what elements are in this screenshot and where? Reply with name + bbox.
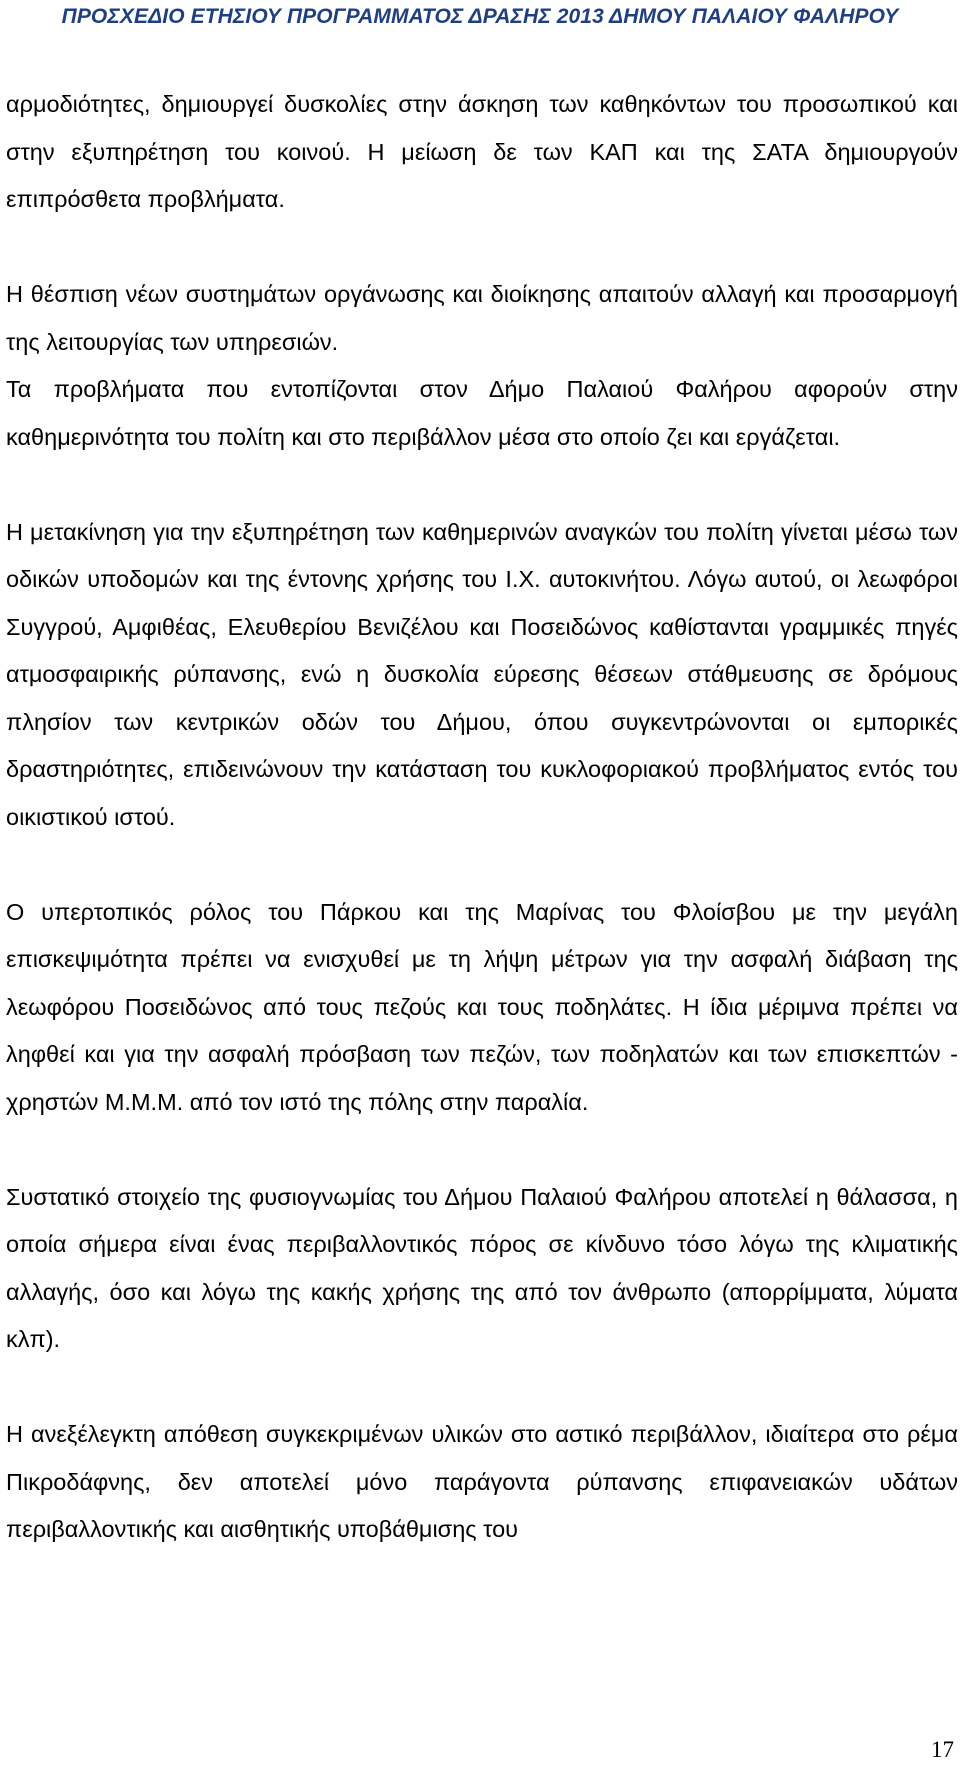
paragraph-problems: Τα προβλήματα που εντοπίζονται στον Δήμο Παλαιού Φαλήρου αφορούν στην καθημερινότητα του πολίτη και στο περιβάλλον μέσα στο οποίο ζει και εργάζεται. [6, 376, 958, 450]
paragraph-traffic: Η μετακίνηση για την εξυπηρέτηση των καθημερινών αναγκών του πολίτη γίνεται μέσω των οδικών υποδομών και της έντονης χρήσης του Ι.Χ. αυτοκινήτου. Λόγω αυτού, οι λεωφόροι Συγγρού, Αμφιθέας, Ελευθερίου Βενιζέλου και Ποσειδώνος καθίστανται γραμμικές πηγές ατμοσφαιρικής ρύπανσης, ενώ η δυσκολία εύρεσης θέσεων στάθμευσης σε δρόμους πλησίον των κεντρικών οδών του Δήμου, όπου συγκεντρώνονται οι εμπορικές δραστηριότητες, επιδεινώνουν την κατάσταση του κυκλοφοριακού προβλήματος εντός του οικιστικού ιστού. [6, 518, 958, 830]
paragraph-sea: Συστατικό στοιχείο της φυσιογνωμίας του Δήμου Παλαιού Φαλήρου αποτελεί η θάλασσα, η οποία σήμερα είναι ένας περιβαλλοντικός πόρος σε κίνδυνο τόσο λόγω της κλιματικής αλλαγής, όσο και λόγω της κακής χρήσης της από τον άνθρωπο (απορρίμματα, λύματα κλπ). [6, 1183, 958, 1352]
paragraph-staff-difficulties: αρμοδιότητες, δημιουργεί δυσκολίες στην άσκηση των καθηκόντων του προσωπικού και στην εξυπηρέτηση του κοινού. Η μείωση δε των ΚΑΠ και της ΣΑΤΑ δημιουργούν επιπρόσθετα προβλήματα. [6, 91, 958, 212]
paragraph-waste-deposit: Η ανεξέλεγκτη απόθεση συγκεκριμένων υλικών στο αστικό περιβάλλον, ιδιαίτερα στο ρέμα Πικροδάφνης, δεν αποτελεί μόνο παράγοντα ρύπανσης επιφανειακών υδάτων περιβαλλοντικής και αισθητικής υποβάθμισης του [6, 1421, 958, 1542]
page-header [0, 2, 960, 32]
document-body [6, 81, 958, 1554]
header-title: ΠΡΟΣΧΕΔΙΟ ΕΤΗΣΙΟΥ ΠΡΟΓΡΑΜΜΑΤΟΣ ΔΡΑΣΗΣ 2013 ΔΗΜΟΥ ΠΑΛΑΙΟΥ ΦΑΛΗΡΟΥ [61, 5, 899, 28]
paragraph-park-marina: Ο υπερτοπικός ρόλος του Πάρκου και της Μαρίνας του Φλοίσβου με την μεγάλη επισκεψιμότητα πρέπει να ενισχυθεί με τη λήψη μέτρων για την ασφαλή διάβαση της λεωφόρου Ποσειδώνος από τους πεζούς και τους ποδηλάτες. Η ίδια μέριμνα πρέπει να ληφθεί και για την ασφαλή πρόσβαση των πεζών, των ποδηλατών και των επισκεπτών - χρηστών Μ.Μ.Μ. από τον ιστό της πόλης στην παραλία. [6, 898, 958, 1115]
paragraph-new-systems: Η θέσπιση νέων συστημάτων οργάνωσης και διοίκησης απαιτούν αλλαγή και προσαρμογή της λειτουργίας των υπηρεσιών. [6, 281, 958, 355]
page-number: 17 [931, 1737, 954, 1762]
